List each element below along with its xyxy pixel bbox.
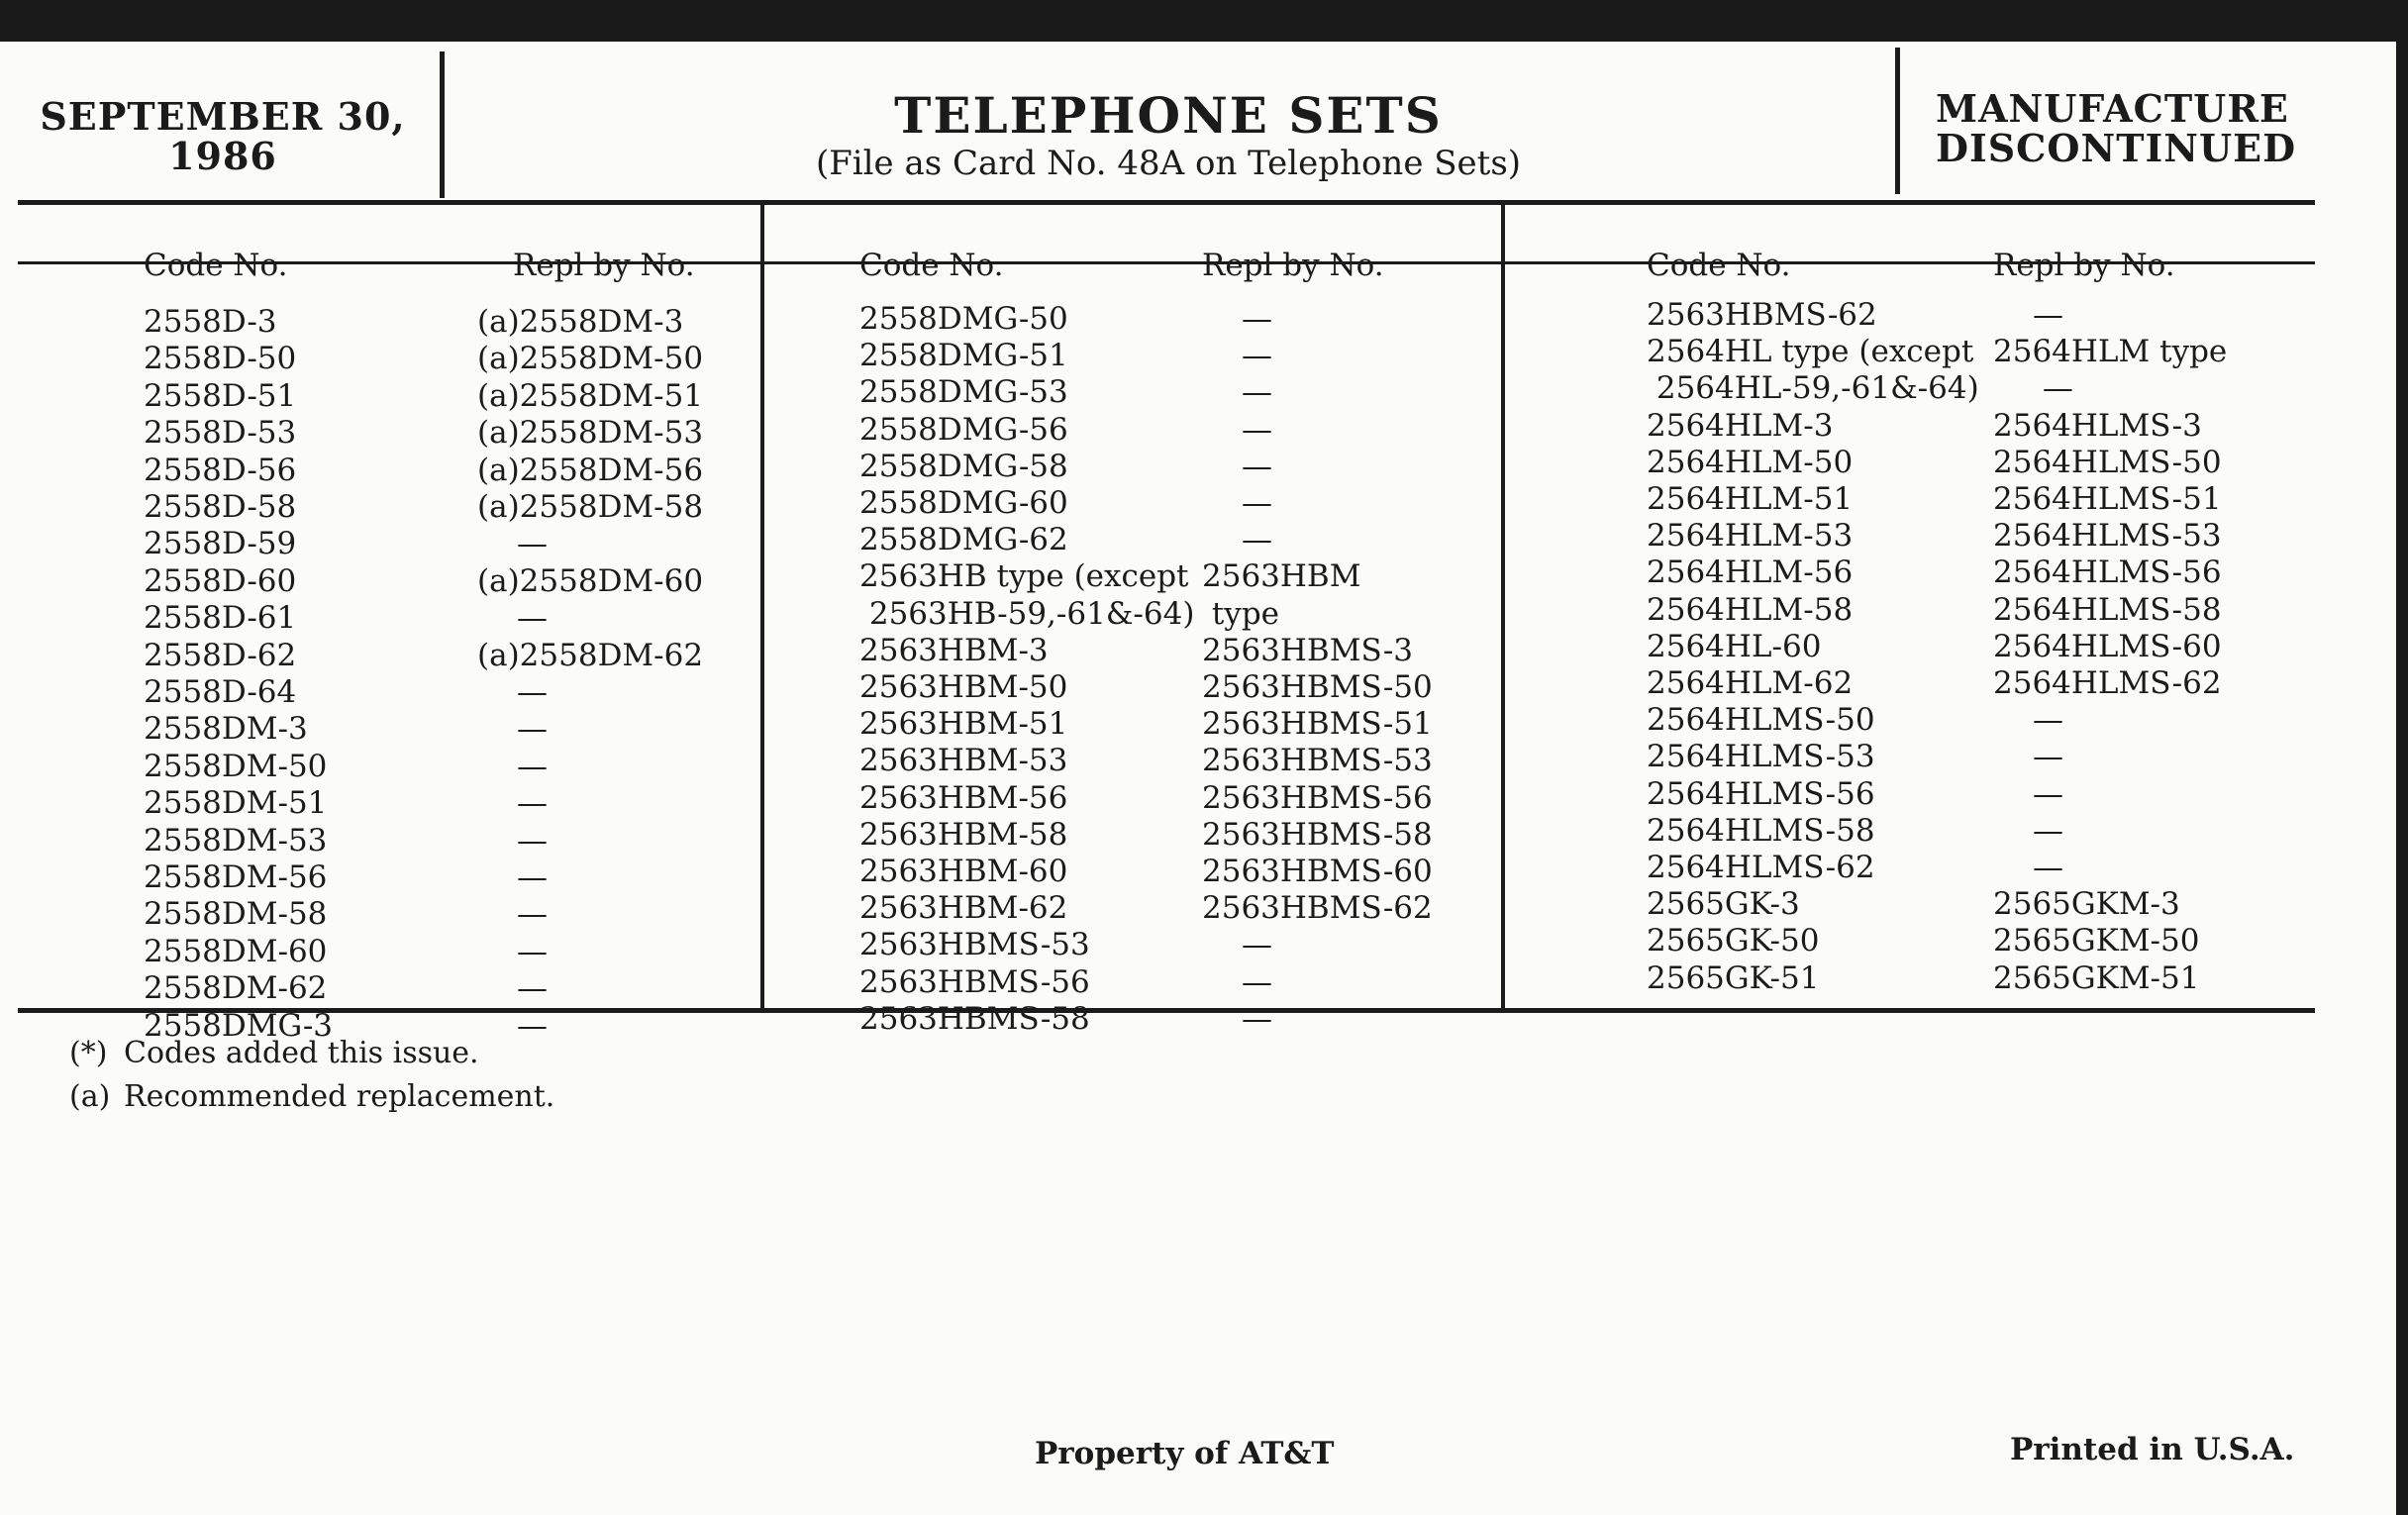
repl-cell: 2563HBMS-58 [1202,816,1433,853]
code-header: Code No. [144,248,288,283]
card-header [0,42,2396,200]
code-cell: 2558DMG-3 [144,1007,334,1044]
code-cell: 2558DM-58 [144,896,328,933]
code-cell: 2558D-51 [144,377,297,414]
code-cell: 2558DM-60 [144,933,328,969]
code-cell: 2558DM-51 [144,785,328,822]
code-cell: 2558DMG-62 [859,522,1068,558]
repl-cell: — [517,822,548,858]
code-cell: 2558D-56 [144,452,297,488]
repl-cell: — [517,526,548,562]
repl-cell: — [2033,850,2063,885]
code-cell: 2558D-53 [144,415,297,452]
code-cell: 2558D-50 [144,341,297,377]
code-cell: 2564HLM-3 [1647,407,1834,444]
footnote-text: Recommended replacement. [124,1079,555,1114]
repl-cell: — [1242,485,1272,521]
code-cell: 2564HLMS-58 [1647,812,1875,849]
repl-cell: — [1242,1000,1272,1037]
code-cell: 2563HBMS-53 [859,927,1090,963]
page-subtitle: (File as Card No. 48A on Telephone Sets) [815,144,1522,183]
repl-cell: — [517,933,548,969]
footnote-text: Codes added this issue. [124,1036,479,1070]
code-cell: 2564HLM-56 [1647,555,1854,591]
repl-cell: 2563HBMS-50 [1202,669,1433,705]
code-cell: 2563HBM-53 [859,743,1068,779]
printed-notice: Printed in U.S.A. [2010,1432,2295,1467]
repl-cell: 2563HBMS-3 [1202,632,1414,668]
issue-date-line1: SEPTEMBER 30, [40,94,406,139]
code-cell: 2563HBM-58 [859,816,1068,853]
code-cell: 2558D-61 [144,600,297,637]
status-block [1936,86,2332,170]
repl-cell: 2564HLMS-58 [1993,591,2222,628]
code-cell: 2558D-58 [144,489,297,525]
repl-cell: 2564HLMS-53 [1993,518,2222,555]
code-cell: 2558DM-50 [144,748,328,784]
repl-cell: 2564HLMS-56 [1993,555,2222,591]
repl-cell: 2563HBM [1202,558,1361,595]
repl-cell: — [1242,522,1272,558]
repl-cell: — [2033,370,2073,407]
code-cell: 2558D-64 [144,674,297,710]
repl-cell: 2563HBMS-62 [1202,890,1433,927]
repl-cell: type [1202,595,1280,632]
code-cell: 2563HBMS-56 [859,963,1090,1000]
repl-cell: 2564HLMS-50 [1993,444,2222,480]
repl-cell: — [1242,374,1272,411]
code-cell: 2564HL-60 [1647,628,1822,664]
code-cell: 2563HBM-62 [859,890,1068,927]
issue-date [30,94,416,178]
code-cell: 2558DMG-50 [859,301,1068,337]
code-cell: 2558DMG-51 [859,338,1068,374]
repl-cell: (a)2558DM-58 [477,489,704,525]
code-cell: 2558DMG-58 [859,448,1068,484]
repl-cell: — [1242,411,1272,448]
code-cell: 2564HL type (except [1647,334,1974,370]
footnote [69,1075,554,1119]
title-block [446,86,1891,183]
repl-cell: 2563HBMS-60 [1202,854,1433,889]
code-cell: 2563HB-59,-61&-64) [859,595,1195,632]
header-rule [18,200,2315,205]
code-cell: 2558DM-56 [144,859,328,895]
code-cell: 2563HBMS-62 [1647,297,1877,333]
repl-cell: (a)2558DM-50 [477,341,704,377]
code-cell: 2563HBMS-58 [859,1000,1090,1037]
code-cell: 2558DMG-53 [859,374,1068,411]
status-line2: DISCONTINUED [1936,126,2297,170]
footnote-key: (*) [69,1036,108,1070]
repl-header: Repl by No. [1993,248,2175,283]
footnote-key: (a) [69,1079,111,1114]
code-cell: 2563HBM-50 [859,669,1068,705]
code-cell: 2558DM-62 [144,970,328,1007]
status-line1: MANUFACTURE [1936,86,2289,131]
code-header: Code No. [859,248,1004,283]
code-cell: 2563HBM-51 [859,706,1068,743]
header-divider-right [1895,48,1900,194]
code-cell: 2558DMG-60 [859,485,1068,521]
repl-cell: 2565GKM-50 [1993,923,2200,960]
code-cell: 2558DM-53 [144,822,328,858]
code-cell: 2564HLM-53 [1647,518,1854,555]
code-cell: 2564HLM-51 [1647,481,1854,517]
repl-cell: — [517,711,548,748]
code-cell: 2563HBM-3 [859,632,1049,668]
code-cell: 2564HLMS-56 [1647,775,1875,812]
code-cell: 2564HL-59,-61&-64) [1647,370,1979,407]
repl-cell: 2565GKM-51 [1993,960,2200,996]
code-cell: 2565GK-51 [1647,960,1820,996]
code-cell: 2564HLM-58 [1647,591,1854,628]
code-cell: 2563HBM-56 [859,779,1068,816]
repl-header: Repl by No. [513,248,695,283]
code-cell: 2558DM-3 [144,711,308,748]
repl-cell: — [1242,927,1272,963]
footnote [69,1032,554,1075]
code-header: Code No. [1647,248,1791,283]
repl-cell: 2564HLMS-3 [1993,407,2202,444]
repl-cell: 2565GKM-3 [1993,886,2180,923]
repl-cell: 2563HBMS-56 [1202,779,1433,816]
code-cell: 2558DMG-56 [859,411,1068,448]
repl-header: Repl by No. [1202,248,1384,283]
repl-cell: 2564HLMS-51 [1993,481,2222,517]
footnotes [69,1032,554,1119]
repl-cell: 2564HLMS-62 [1993,665,2222,701]
repl-cell: — [1242,338,1272,374]
repl-cell: — [1242,448,1272,484]
code-cell: 2558D-59 [144,526,297,562]
repl-cell: (a)2558DM-3 [477,304,684,340]
repl-cell: — [517,600,548,637]
code-cell: 2564HLM-62 [1647,665,1854,701]
property-notice: Property of AT&T [1035,1436,1335,1471]
code-cell: 2565GK-50 [1647,923,1820,960]
table-column-1 [0,210,760,1044]
repl-cell: (a)2558DM-51 [477,377,704,414]
code-cell: 2564HLM-50 [1647,444,1854,480]
code-cell: 2558D-3 [144,304,277,340]
code-cell: 2564HLMS-62 [1647,850,1875,885]
repl-cell: — [517,970,548,1007]
repl-cell: — [517,1007,548,1044]
table-column-3 [1505,210,2317,1010]
repl-cell: — [517,896,548,933]
repl-cell: — [1242,301,1272,337]
code-cell: 2563HBM-60 [859,854,1068,889]
page-title: TELEPHONE SETS [894,86,1443,145]
repl-cell: (a)2558DM-53 [477,415,704,452]
header-divider-left [440,51,445,198]
code-cell: 2564HLMS-53 [1647,739,1875,775]
code-cell: 2563HB type (except [859,558,1189,595]
code-cell: 2565GK-3 [1647,886,1800,923]
repl-cell: — [2033,297,2063,333]
repl-cell: 2563HBMS-51 [1202,706,1433,743]
repl-cell: (a)2558DM-62 [477,637,704,673]
repl-cell: — [2033,812,2063,849]
table-column-2 [764,210,1501,1037]
repl-cell: 2564HLMS-60 [1993,628,2222,664]
repl-cell: — [517,785,548,822]
repl-cell: — [2033,739,2063,775]
repl-cell: (a)2558DM-56 [477,452,704,488]
catalog-card [0,42,2396,1515]
repl-cell: — [2033,775,2063,812]
repl-cell: — [1242,963,1272,1000]
repl-cell: — [517,859,548,895]
repl-cell: — [517,674,548,710]
repl-cell: 2564HLM type [1993,334,2228,370]
code-cell: 2558D-62 [144,637,297,673]
repl-cell: — [2033,702,2063,739]
code-cell: 2558D-60 [144,562,297,599]
repl-cell: 2563HBMS-53 [1202,743,1433,779]
issue-date-line2: 1986 [168,134,277,178]
repl-cell: (a)2558DM-60 [477,562,704,599]
code-cell: 2564HLMS-50 [1647,702,1875,739]
repl-cell: — [517,748,548,784]
